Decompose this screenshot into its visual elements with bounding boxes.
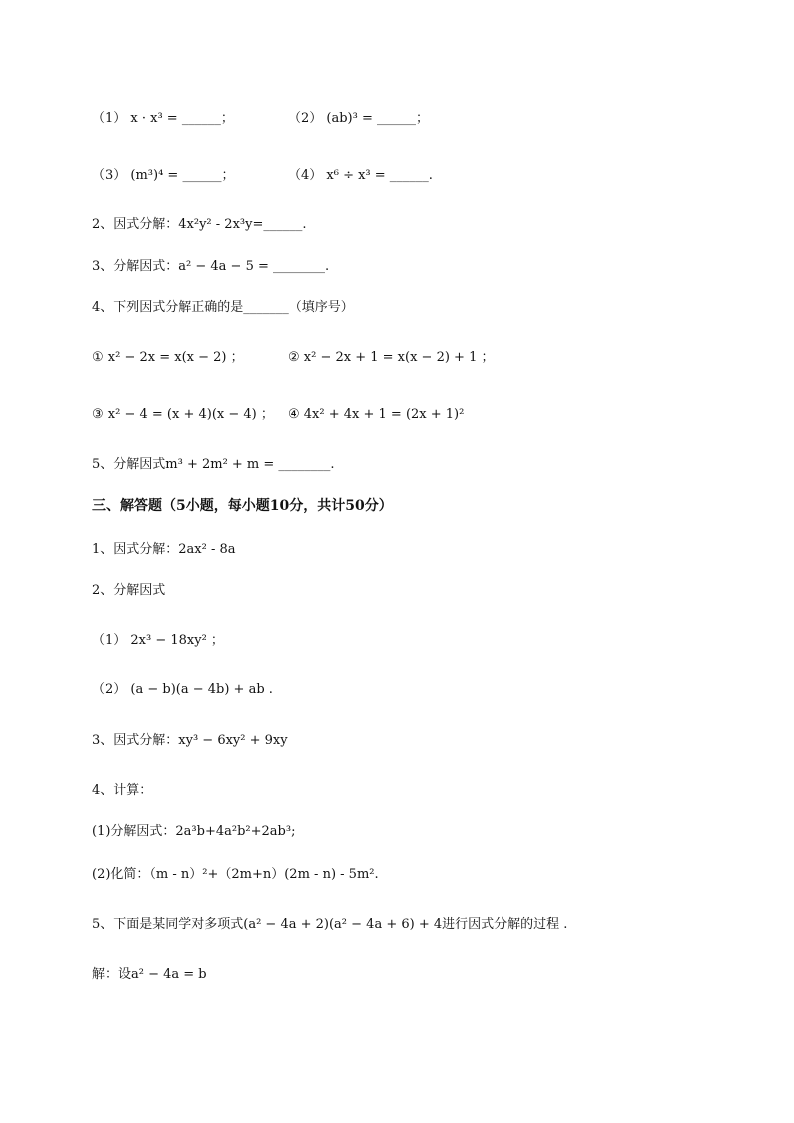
answer-question-2: 2、分解因式 bbox=[92, 583, 166, 598]
option-1: ① x² − 2x = x(x − 2) ； bbox=[92, 350, 244, 365]
section-heading-3: 三、解答题（5小题，每小题10分，共计50分） bbox=[92, 498, 393, 514]
answer-question-5: 5、下面是某同学对多项式(a² − 4a + 2)(a² − 4a + 6) + 4进行因式分解的过程 . bbox=[92, 917, 568, 932]
answer-question-4: 4、计算： bbox=[92, 783, 153, 798]
answer-question-2-part-2: （2） (a − b)(a − 4b) + ab . bbox=[92, 682, 273, 697]
solution-line: 解：设a² − 4a = b bbox=[92, 967, 207, 982]
answer-question-2-part-1: （1） 2x³ − 18xy² ； bbox=[92, 633, 224, 648]
answer-question-1: 1、因式分解：2ax² - 8a bbox=[92, 542, 236, 557]
option-4: ④ 4x² + 4x + 1 = (2x + 1)² bbox=[288, 407, 465, 422]
option-3: ③ x² − 4 = (x + 4)(x − 4) ； bbox=[92, 407, 274, 422]
fill-question-4: 4、下列因式分解正确的是_______（填序号） bbox=[92, 300, 354, 315]
question-1-part-2: （2） (ab)³ = ______； bbox=[288, 111, 429, 126]
fill-question-2: 2、因式分解：4x²y² - 2x³y=______. bbox=[92, 217, 307, 232]
answer-question-4-part-1: (1)分解因式：2a³b+4a²b²+2ab³; bbox=[92, 824, 296, 839]
question-1-part-1: （1） x · x³ = ______； bbox=[92, 111, 234, 126]
question-1-part-4: （4） x⁶ ÷ x³ = ______. bbox=[288, 168, 433, 183]
option-2: ② x² − 2x + 1 = x(x − 2) + 1 ； bbox=[288, 350, 495, 365]
answer-question-4-part-2: (2)化简：（m - n）²+（2m+n）(2m - n) - 5m². bbox=[92, 867, 379, 882]
fill-question-5: 5、分解因式m³ + 2m² + m = ________. bbox=[92, 457, 335, 472]
answer-question-3: 3、因式分解：xy³ − 6xy² + 9xy bbox=[92, 733, 288, 748]
question-1-part-3: （3） (m³)⁴ = ______； bbox=[92, 168, 235, 183]
fill-question-3: 3、分解因式：a² − 4a − 5 = ________. bbox=[92, 259, 330, 274]
